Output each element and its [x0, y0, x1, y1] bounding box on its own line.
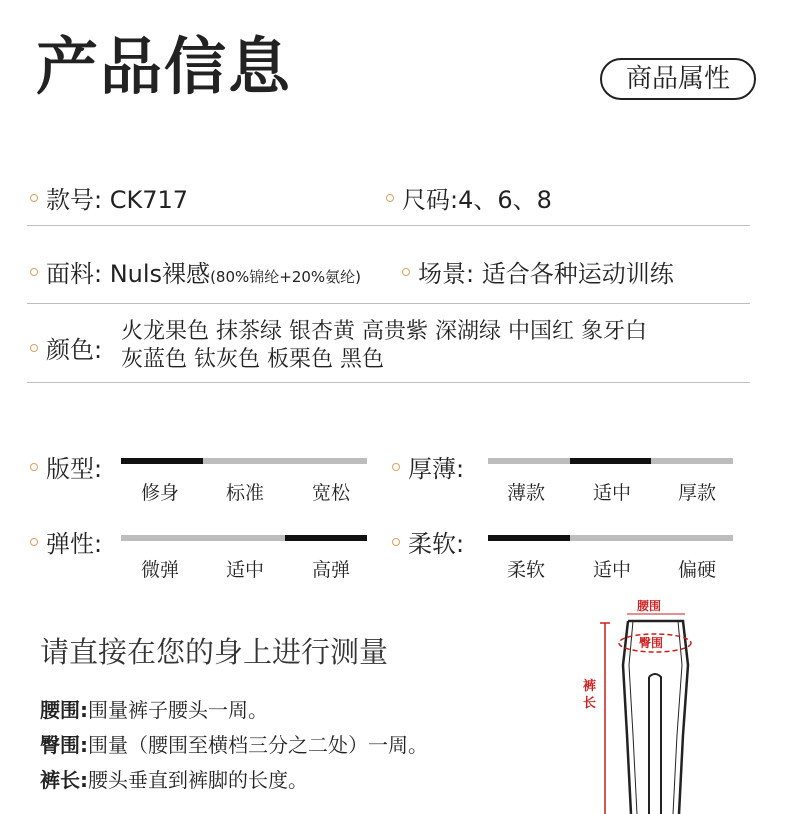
attr-fabric: 面料: Nuls裸感(80%锦纶+20%氨纶)	[30, 254, 361, 289]
scale-softness-tick: 偏硬	[677, 559, 716, 581]
bullet-icon	[30, 268, 38, 276]
scale-thickness-tick: 适中	[592, 482, 631, 504]
bullet-icon	[392, 538, 400, 546]
attr-style-no: 款号: CK717	[30, 180, 188, 215]
scale-thickness-tick: 厚款	[677, 482, 716, 504]
pants-diagram	[575, 595, 695, 814]
divider	[27, 303, 750, 304]
scale-thickness-tick: 薄款	[506, 482, 545, 504]
attr-size: 尺码:4、6、8	[386, 180, 552, 215]
length-label-2: 长	[583, 696, 597, 711]
attr-colors-label: 颜色:	[30, 330, 102, 365]
bullet-icon	[386, 194, 394, 202]
page-title: 产品信息	[36, 30, 293, 103]
length-label-1: 裤	[583, 679, 597, 694]
measure-hip: 臀围:围量（腰围至横档三分之二处）一周。	[40, 733, 428, 757]
scale-softness-label: 柔软:	[392, 524, 464, 559]
hip-label: 臀围	[639, 636, 664, 650]
scale-fit-bar	[121, 458, 367, 464]
scale-thickness-label: 厚薄:	[392, 449, 464, 484]
scale-elasticity-bar	[121, 535, 367, 541]
scale-softness-tick: 柔软	[506, 559, 545, 581]
divider	[27, 382, 750, 383]
attr-colors-list: 火龙果色 抹茶绿 银杏黄 高贵紫 深湖绿 中国红 象牙白 灰蓝色 钛灰色 板栗色 黑色	[121, 319, 647, 372]
scale-softness-indicator	[488, 535, 570, 541]
bullet-icon	[30, 463, 38, 471]
bullet-icon	[30, 344, 38, 352]
waist-label: 腰围	[637, 599, 662, 613]
scale-fit-tick: 宽松	[311, 482, 350, 504]
scale-softness-tick: 适中	[592, 559, 631, 581]
scale-elasticity-label: 弹性:	[30, 524, 102, 559]
measure-title: 请直接在您的身上进行测量	[40, 635, 389, 669]
scale-fit-label: 版型:	[30, 449, 102, 484]
scale-elasticity-tick: 适中	[225, 559, 264, 581]
scale-softness-bar	[488, 535, 733, 541]
scale-elasticity-tick: 微弹	[140, 559, 179, 581]
measure-waist: 腰围:围量裤子腰头一周。	[40, 698, 268, 722]
measure-length: 裤长:腰头垂直到裤脚的长度。	[40, 768, 308, 792]
bullet-icon	[392, 463, 400, 471]
scale-elasticity-tick: 高弹	[311, 559, 350, 581]
pants-crotch	[649, 674, 661, 814]
attr-scene: 场景: 适合各种运动训练	[402, 254, 674, 289]
attributes-badge: 商品属性	[600, 58, 756, 100]
scale-fit-tick: 修身	[140, 482, 179, 504]
scale-fit-tick: 标准	[225, 482, 264, 504]
scale-elasticity-indicator	[285, 535, 367, 541]
scale-fit-indicator	[121, 458, 203, 464]
scale-thickness-indicator	[570, 458, 652, 464]
bullet-icon	[30, 194, 38, 202]
divider	[27, 225, 750, 226]
scale-thickness-bar	[488, 458, 733, 464]
bullet-icon	[30, 538, 38, 546]
bullet-icon	[402, 268, 410, 276]
